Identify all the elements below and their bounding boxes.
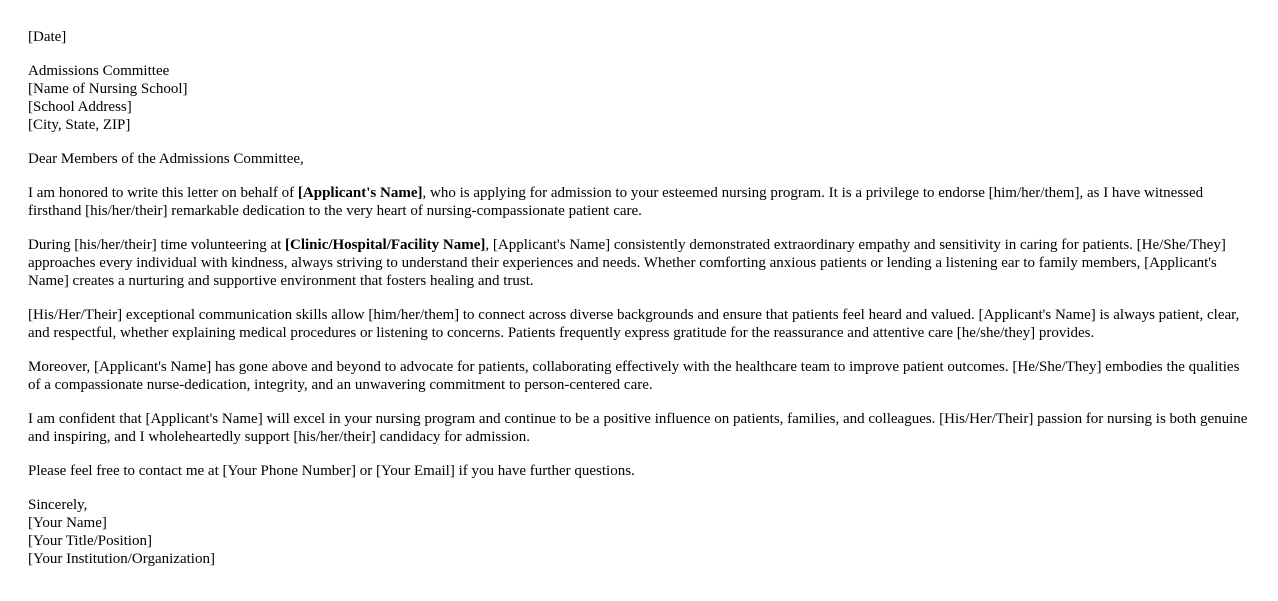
recipient-school-name: [Name of Nursing School] — [28, 81, 188, 97]
date-line — [28, 28, 1253, 46]
paragraph-advocacy: Moreover, [Applicant's Name] has gone above and beyond to advocate for patients, collaborating effectively with the healthcare team to improve patient outcomes. [He/She/They] embodies the qualities of a compassionate nurse-dedication, integrity, and an unwavering commitment to person-centered care. — [28, 359, 1240, 393]
recipient-school-address: [School Address] — [28, 99, 132, 115]
salutation: Dear Members of the Admissions Committee, — [28, 151, 304, 167]
date-text: [Date] — [28, 29, 67, 45]
letter-document — [28, 28, 1253, 584]
paragraph-volunteering — [28, 236, 1253, 290]
recipient-city-state-zip: [City, State, ZIP] — [28, 117, 131, 133]
closing-signature — [28, 496, 1253, 568]
facility-name-bold: [Clinic/Hospital/Facility Name] — [285, 237, 486, 253]
paragraph-volunteering-before: During [his/her/their] time volunteering at — [28, 237, 286, 253]
paragraph-intro-after: , who is applying for admission to your esteemed nursing program. It is a privilege to endorse [him/her/them], as I have witnessed firsthand [his/her/their] remarkable dedication to the very heart of nursing-compassionate patient care. — [28, 185, 1204, 219]
signer-title: [Your Title/Position] — [28, 533, 152, 549]
paragraph-intro — [28, 184, 1253, 220]
paragraph-communication: [His/Her/Their] exceptional communication skills allow [him/her/them] to connect across diverse backgrounds and ensure that patients feel heard and valued. [Applicant's Name] is always patient, clear, and respectful, whether explaining medical procedures or listening to concerns. Patients frequently express gratitude for the reassurance and attentive care [he/she/they] provides. — [28, 307, 1240, 341]
paragraph-volunteering-after: , [Applicant's Name] consistently demonstrated extraordinary empathy and sensitivity in caring for patients. [He/She/They] approaches every individual with kindness, always striving to understand their experiences and needs. Whether comforting anxious patients or lending a listening ear to family members, [Applicant's Name] creates a nurturing and supportive environment that fosters healing and trust. — [28, 237, 1226, 289]
signer-name: [Your Name] — [28, 515, 107, 531]
recipient-committee: Admissions Committee — [28, 63, 170, 79]
valediction: Sincerely, — [28, 497, 88, 513]
applicant-name-bold: [Applicant's Name] — [297, 185, 423, 201]
signer-institution: [Your Institution/Organization] — [28, 551, 215, 567]
recipient-address — [28, 62, 1253, 134]
paragraph-intro-before: I am honored to write this letter on behalf of — [28, 185, 298, 201]
paragraph-confidence: I am confident that [Applicant's Name] will excel in your nursing program and continue to be a positive influence on patients, families, and colleagues. [His/Her/Their] passion for nursing is both genuine and inspiring, and I wholeheartedly support [his/her/their] candidacy for admission. — [28, 411, 1248, 445]
paragraph-contact: Please feel free to contact me at [Your Phone Number] or [Your Email] if you have further questions. — [28, 463, 635, 479]
